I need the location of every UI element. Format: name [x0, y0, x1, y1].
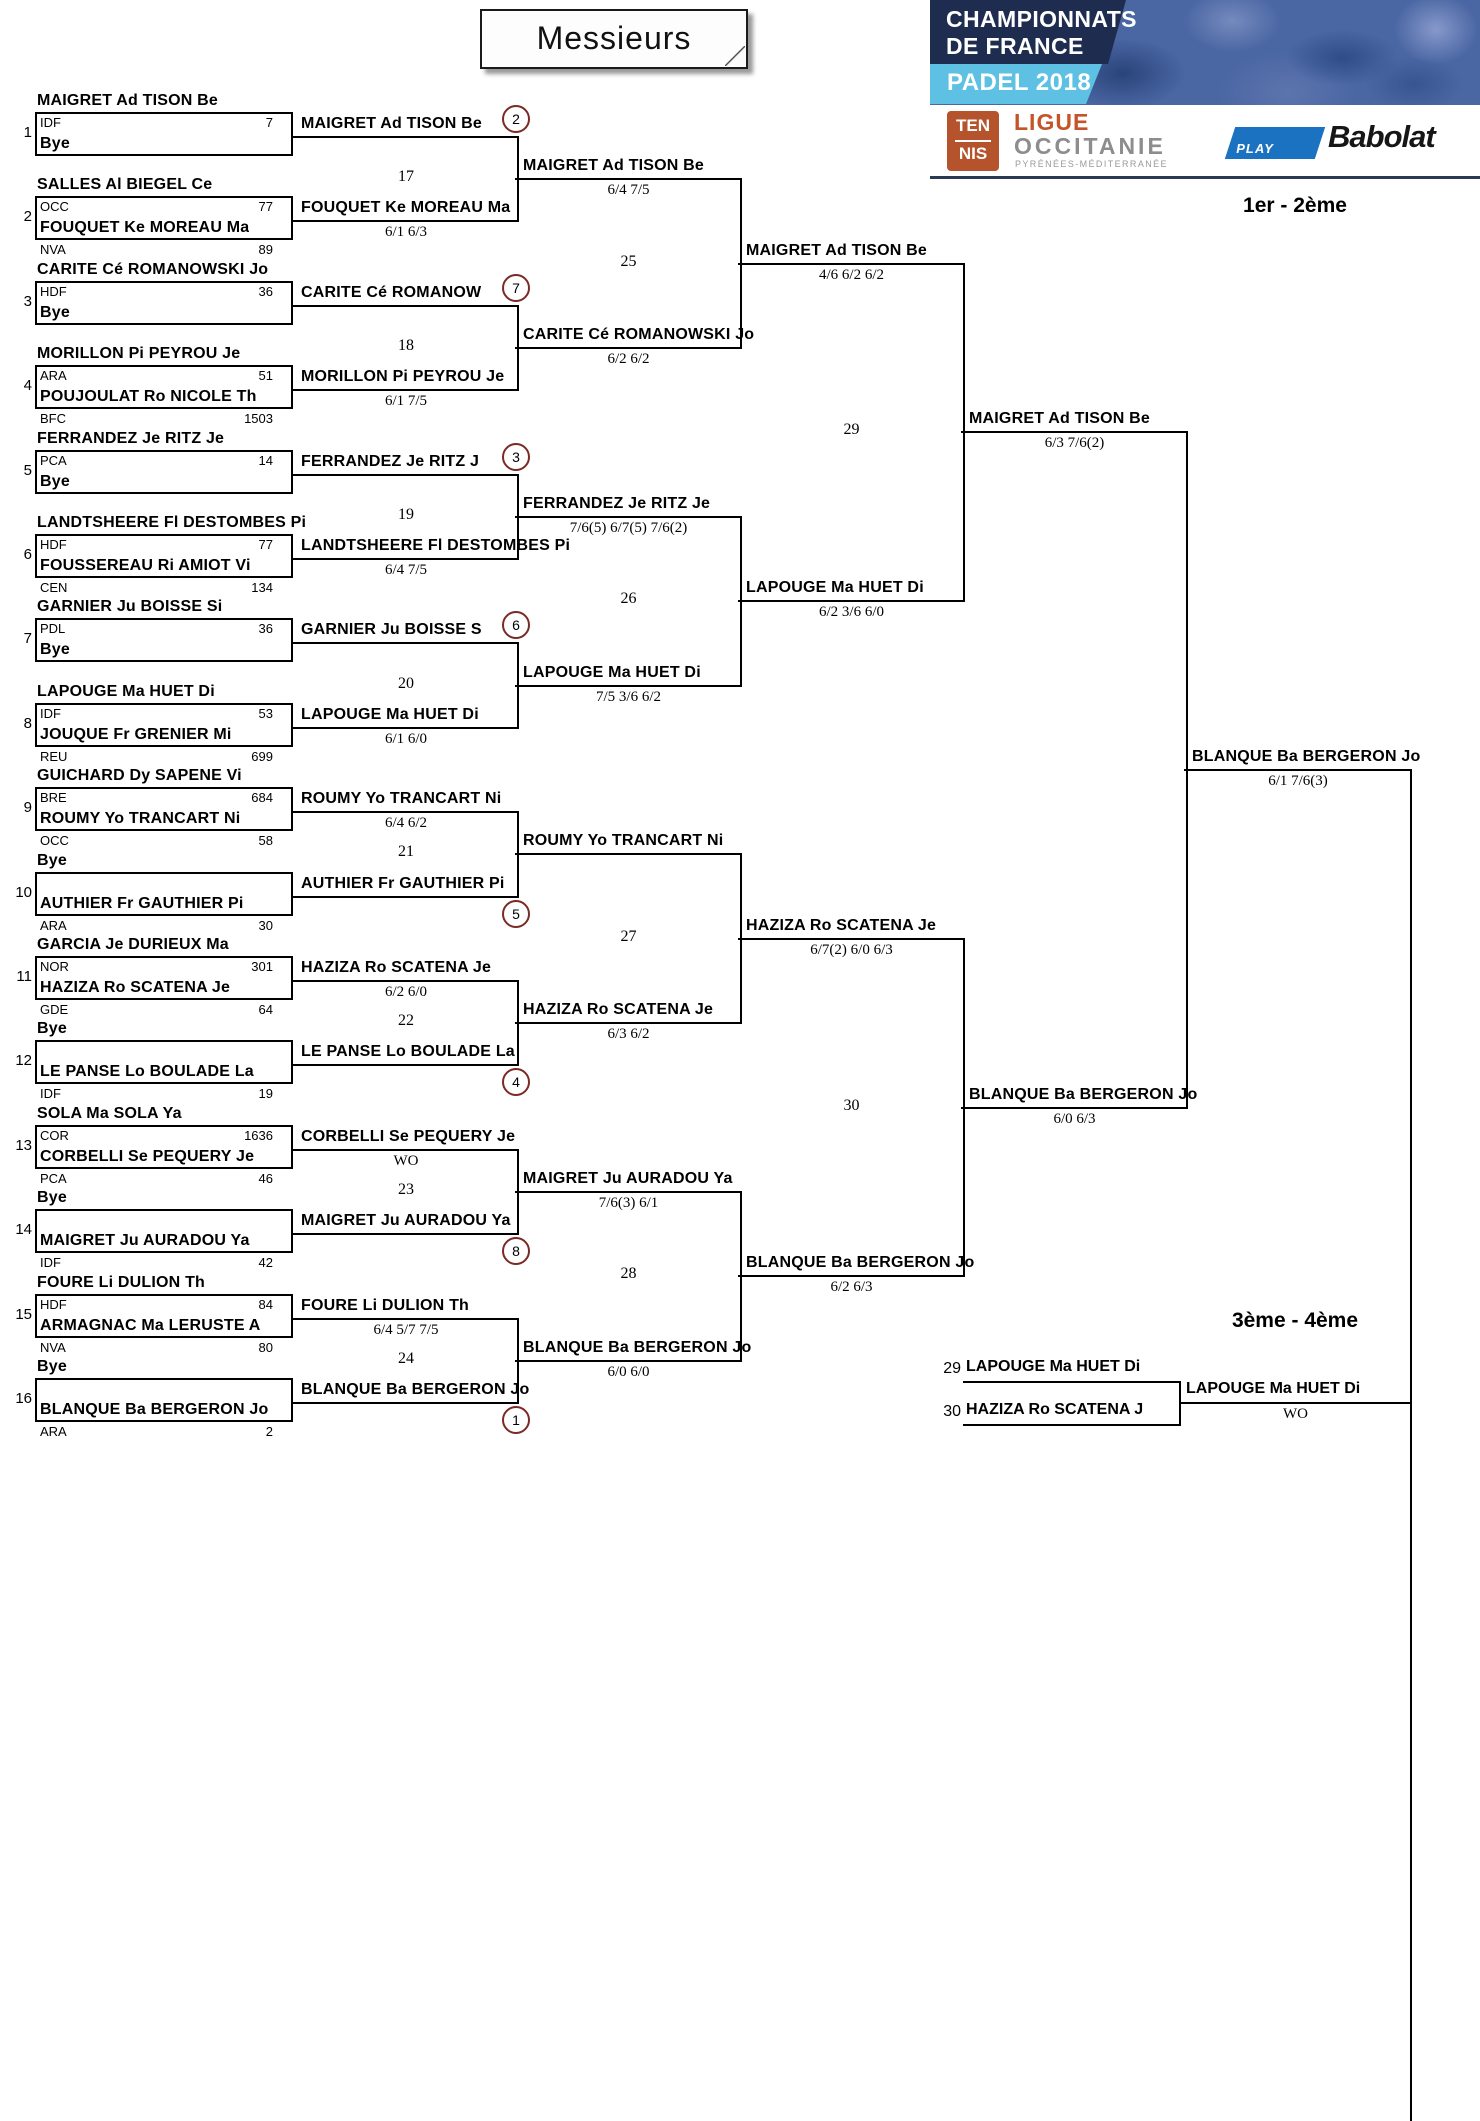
region-code: IDF: [40, 705, 61, 721]
seed-number: 9: [23, 799, 32, 817]
region2-rank: 30: [258, 917, 273, 933]
seed-circle: 3: [502, 443, 530, 471]
team-top-name: LANDTSHEERE Fl DESTOMBES Pi: [37, 514, 307, 531]
match-number: 27: [620, 927, 637, 945]
seed-number: 2: [23, 208, 32, 226]
bracket-line: [293, 1064, 519, 1066]
team-top-name: GARNIER Ju BOISSE Si: [37, 598, 223, 616]
bracket-line: [293, 642, 519, 644]
region-rank: 84: [258, 1296, 273, 1312]
team-box: [35, 112, 293, 156]
bracket-line: [515, 347, 742, 349]
section-label-1er-2eme: 1er - 2ème: [1243, 194, 1347, 217]
region2-code: NVA: [40, 1339, 66, 1355]
match-number: 24: [398, 1349, 414, 1367]
match-number: 28: [620, 1265, 637, 1283]
winner-name: AUTHIER Fr GAUTHIER Pi: [301, 874, 505, 892]
match-score: 6/3 6/2: [607, 1026, 650, 1043]
team-bottom-name: BLANQUE Ba BERGERON Jo: [40, 1401, 269, 1418]
team-box: [35, 956, 293, 1000]
region-rank: 36: [258, 621, 273, 637]
playoff-winner-name: LAPOUGE Ma HUET Di: [1186, 1380, 1361, 1397]
match-score: 6/1 7/5: [384, 393, 428, 410]
winner-name: ROUMY Yo TRANCART Ni: [523, 832, 724, 850]
team-bottom-name: ARMAGNAC Ma LERUSTE A: [40, 1316, 261, 1334]
banner-padel-2018: PADEL 2018: [947, 69, 1092, 96]
region2-code: OCC: [40, 833, 69, 849]
seed-number: 10: [15, 883, 32, 901]
seed-number: 4: [23, 377, 32, 395]
match-score: 6/2 3/6 6/0: [818, 604, 884, 621]
match-score: 6/2 6/2: [607, 351, 650, 367]
team-box: [35, 618, 293, 662]
babolat-play-label: PLAY: [1236, 141, 1274, 156]
region2-rank: 80: [258, 1339, 273, 1355]
team-bottom-name: FOUSSEREAU Ri AMIOT Vi: [40, 557, 251, 574]
bracket-line: [515, 1360, 742, 1362]
playoff-match-number: 29: [943, 1360, 961, 1377]
winner-name: BLANQUE Ba BERGERON Jo: [301, 1381, 530, 1398]
team-box: [35, 787, 293, 831]
winner-name: CARITE Cé ROMANOWSKI Jo: [523, 326, 755, 343]
match-score: 6/4 5/7 7/5: [373, 1321, 439, 1338]
team-box: [35, 281, 293, 325]
bracket-line: [293, 896, 519, 898]
bracket-line: [1410, 769, 1412, 2121]
pyrenees-mediterranee-label: PYRÉNÉES-MÉDITERRANÉE: [1015, 159, 1168, 169]
team-top-name: MORILLON Pi PEYROU Je: [37, 345, 241, 363]
bracket-line: [293, 305, 519, 307]
region-code: OCC: [40, 199, 69, 215]
winner-name: BLANQUE Ba BERGERON Jo: [746, 1254, 975, 1272]
bracket-line: [963, 1381, 1181, 1383]
winner-name: MAIGRET Ju AURADOU Ya: [301, 1212, 511, 1230]
team-box: [35, 196, 293, 240]
bracket-line: [515, 1191, 742, 1193]
winner-name: GARNIER Ju BOISSE S: [301, 621, 482, 639]
team-top-name: Bye: [37, 1358, 67, 1375]
match-number: 17: [398, 168, 414, 186]
region-rank: 301: [251, 959, 273, 974]
match-number: 23: [398, 1181, 414, 1198]
team-bottom-name: Bye: [40, 135, 70, 152]
region-code: HDF: [40, 283, 67, 299]
region2-rank: 699: [251, 748, 273, 764]
match-number: 26: [620, 590, 637, 608]
region2-rank: 58: [258, 833, 273, 849]
match-score: 6/4 6/2: [384, 815, 428, 832]
bracket-line: [515, 685, 742, 687]
winner-name: BLANQUE Ba BERGERON Jo: [969, 1085, 1198, 1103]
seed-circle: 4: [502, 1068, 530, 1096]
winner-name: HAZIZA Ro SCATENA Je: [746, 916, 937, 934]
seed-number: 11: [16, 968, 32, 985]
winner-name: MAIGRET Ad TISON Be: [746, 241, 927, 259]
seed-circle: 5: [502, 900, 530, 928]
winner-name: MAIGRET Ad TISON Be: [969, 410, 1150, 428]
match-score: 7/6(3) 6/1: [598, 1195, 659, 1211]
region-rank: 53: [258, 705, 273, 721]
match-number: 18: [398, 337, 414, 354]
winner-name: FOURE Li DULION Th: [301, 1296, 470, 1314]
region-rank: 14: [258, 452, 273, 468]
team-box: [35, 450, 293, 494]
team-bottom-name: CORBELLI Se PEQUERY Je: [40, 1147, 255, 1165]
team-box: [35, 534, 293, 578]
match-number: 25: [620, 252, 637, 270]
team-bottom-name: Bye: [40, 641, 70, 659]
team-top-name: MAIGRET Ad TISON Be: [37, 92, 218, 109]
bracket-line: [293, 220, 519, 222]
region2-rank: 2: [265, 1424, 273, 1439]
ligue-label: LIGUE: [1014, 109, 1090, 135]
team-box: [35, 1209, 293, 1253]
match-score: 6/4 7/5: [607, 182, 650, 199]
winner-name: BLANQUE Ba BERGERON Jo: [523, 1338, 752, 1356]
region2-code: ARA: [40, 1424, 67, 1439]
match-score: 4/6 6/2 6/2: [818, 266, 884, 283]
playoff-match-number: 30: [943, 1403, 961, 1420]
bracket-line: [1184, 769, 1412, 771]
match-score: WO: [393, 1152, 419, 1169]
match-number: 20: [398, 674, 414, 692]
winner-name: LE PANSE Lo BOULADE La: [301, 1043, 515, 1061]
team-top-name: GUICHARD Dy SAPENE Vi: [37, 767, 242, 785]
seed-number: 15: [15, 1305, 32, 1323]
team-bottom-name: JOUQUE Fr GRENIER Mi: [40, 725, 232, 743]
team-bottom-name: POUJOULAT Ro NICOLE Th: [40, 388, 257, 406]
match-score: 7/6(5) 6/7(5) 7/6(2): [569, 519, 688, 536]
region2-rank: 1503: [244, 411, 273, 427]
team-top-name: CARITE Cé ROMANOWSKI Jo: [37, 260, 269, 278]
seed-circle: 2: [502, 105, 530, 133]
seed-circle: 8: [502, 1237, 530, 1265]
team-top-name: SALLES Al BIEGEL Ce: [37, 176, 213, 194]
match-number: 30: [843, 1096, 860, 1114]
team-top-name: GARCIA Je DURIEUX Ma: [37, 936, 229, 953]
winner-name: LAPOUGE Ma HUET Di: [746, 579, 924, 597]
region-rank: 7: [265, 115, 273, 130]
bracket-line: [515, 853, 742, 855]
team-box: [35, 1294, 293, 1338]
region-code: BRE: [40, 790, 67, 806]
team-bottom-name: ROUMY Yo TRANCART Ni: [40, 810, 241, 828]
region2-code: BFC: [40, 411, 66, 427]
match-number: 19: [398, 505, 414, 523]
region2-rank: 42: [258, 1255, 273, 1271]
bracket-line: [293, 1233, 519, 1235]
region-rank: 684: [251, 790, 273, 806]
seed-number: 13: [15, 1136, 32, 1154]
bracket-line: [293, 1318, 519, 1320]
team-box: [35, 1378, 293, 1422]
team-box: [35, 365, 293, 409]
bracket-line: [293, 1149, 519, 1151]
winner-name: CORBELLI Se PEQUERY Je: [301, 1127, 516, 1145]
winner-name: FOUQUET Ke MOREAU Ma: [301, 199, 511, 217]
page-title-text: Messieurs: [536, 20, 692, 56]
match-score: 6/3 7/6(2): [1044, 435, 1105, 452]
bracket-line: [293, 980, 519, 982]
team-top-name: FERRANDEZ Je RITZ Je: [37, 429, 225, 447]
team-box: [35, 1040, 293, 1084]
tennis-logo-nis: NIS: [958, 144, 988, 163]
winner-name: FERRANDEZ Je RITZ Je: [523, 494, 711, 512]
bracket-line: [293, 389, 519, 391]
region2-code: REU: [40, 748, 68, 764]
team-bottom-name: FOUQUET Ke MOREAU Ma: [40, 219, 250, 237]
bracket-line: [515, 1022, 742, 1024]
region2-code: ARA: [40, 917, 67, 933]
team-box: [35, 703, 293, 747]
bracket-line: [293, 1402, 519, 1404]
bracket-line: [293, 474, 519, 476]
match-score: 6/0 6/0: [607, 1363, 650, 1380]
region-code: HDF: [40, 1296, 67, 1312]
winner-name: MAIGRET Ad TISON Be: [523, 157, 704, 175]
winner-name: MAIGRET Ju AURADOU Ya: [523, 1170, 733, 1187]
playoff-label: 3ème - 4ème: [1231, 1309, 1359, 1332]
region2-rank: 64: [258, 1002, 273, 1017]
winner-name: FERRANDEZ Je RITZ J: [301, 452, 480, 470]
seed-circle: 6: [502, 611, 530, 639]
bracket-line: [738, 263, 965, 265]
team-top-name: LAPOUGE Ma HUET Di: [37, 682, 215, 700]
region-code: COR: [40, 1127, 69, 1143]
team-box: [35, 1125, 293, 1169]
region-code: PCA: [40, 452, 67, 468]
region2-code: PCA: [40, 1170, 67, 1186]
match-score: 6/1 6/0: [384, 730, 428, 747]
winner-name: CARITE Cé ROMANOW: [301, 283, 482, 301]
babolat-brand: Babolat: [1328, 119, 1435, 154]
region-code: NOR: [40, 959, 69, 974]
winner-name: MORILLON Pi PEYROU Je: [301, 368, 505, 386]
team-bottom-name: MAIGRET Ju AURADOU Ya: [40, 1232, 250, 1250]
team-bottom-name: HAZIZA Ro SCATENA Je: [40, 979, 231, 996]
match-score: 6/1 7/6(3): [1268, 773, 1328, 789]
region2-code: IDF: [40, 1086, 61, 1102]
team-top-name: FOURE Li DULION Th: [37, 1273, 206, 1291]
bracket-line: [1179, 1402, 1412, 1404]
region2-code: CEN: [40, 580, 68, 595]
match-score: 6/2 6/0: [384, 984, 428, 1000]
seed-number: 16: [15, 1390, 32, 1407]
team-bottom-name: LE PANSE Lo BOULADE La: [40, 1063, 254, 1081]
seed-number: 12: [15, 1052, 32, 1070]
match-score: 6/0 6/3: [1053, 1110, 1096, 1127]
region2-rank: 19: [258, 1086, 273, 1102]
winner-name: LANDTSHEERE Fl DESTOMBES Pi: [301, 537, 571, 554]
seed-number: 7: [23, 630, 32, 648]
bracket-line: [515, 178, 742, 180]
team-bottom-name: Bye: [40, 303, 70, 321]
playoff-winner-score: WO: [1283, 1406, 1308, 1422]
region-code: IDF: [40, 115, 61, 130]
winner-name: ROUMY Yo TRANCART Ni: [301, 790, 502, 808]
bracket-line: [293, 558, 519, 560]
match-score: 7/5 3/6 6/2: [595, 688, 661, 705]
match-score: 6/1 6/3: [384, 224, 428, 241]
region2-rank: 134: [251, 580, 273, 595]
bracket-line: [738, 938, 965, 940]
region-rank: 77: [258, 199, 273, 215]
team-bottom-name: AUTHIER Fr GAUTHIER Pi: [40, 894, 244, 912]
bracket-line: [293, 811, 519, 813]
winner-name: MAIGRET Ad TISON Be: [301, 115, 482, 132]
team-box: [35, 872, 293, 916]
bracket-line: [738, 1275, 965, 1277]
team-top-name: Bye: [37, 851, 67, 869]
seed-number: 14: [15, 1221, 32, 1239]
team-top-name: Bye: [37, 1189, 67, 1207]
region2-rank: 89: [258, 242, 273, 258]
bracket-line: [515, 516, 742, 518]
playoff-team-name: LAPOUGE Ma HUET Di: [966, 1358, 1141, 1375]
match-score: 6/4 7/5: [384, 562, 428, 578]
seed-number: 5: [23, 461, 32, 479]
winner-name: LAPOUGE Ma HUET Di: [523, 663, 701, 681]
team-top-name: Bye: [37, 1020, 67, 1038]
seed-number: 6: [23, 546, 32, 563]
region-code: ARA: [40, 368, 67, 384]
region-rank: 1636: [244, 1127, 273, 1143]
region2-code: GDE: [40, 1002, 69, 1017]
banner-championnats: CHAMPIONNATS: [946, 6, 1137, 32]
playoff-team-name: HAZIZA Ro SCATENA J: [966, 1401, 1144, 1418]
region-rank: 51: [258, 368, 273, 384]
region-code: HDF: [40, 537, 67, 552]
match-score: 6/2 6/3: [830, 1279, 873, 1296]
region2-rank: 46: [258, 1170, 273, 1186]
tennis-logo-ten: TEN: [956, 116, 990, 135]
seed-number: 3: [23, 292, 32, 310]
bracket-line: [738, 600, 965, 602]
bracket-line: [961, 1107, 1188, 1109]
match-number: 22: [398, 1012, 414, 1030]
seed-circle: 7: [502, 274, 530, 302]
bracket-line: [293, 727, 519, 729]
seed-number: 8: [23, 714, 32, 732]
team-bottom-name: Bye: [40, 472, 70, 490]
region2-code: NVA: [40, 242, 66, 258]
banner-de-france: DE FRANCE: [946, 33, 1084, 59]
match-number: 21: [398, 843, 414, 861]
bracket-line: [963, 1424, 1181, 1426]
seed-number: 1: [23, 124, 32, 141]
region2-code: IDF: [40, 1255, 61, 1271]
team-top-name: SOLA Ma SOLA Ya: [37, 1104, 182, 1122]
bracket-line: [293, 136, 519, 138]
match-number: 29: [843, 421, 860, 439]
occitanie-label: OCCITANIE: [1014, 133, 1166, 159]
bracket-line: [961, 431, 1188, 433]
match-score: 6/7(2) 6/0 6/3: [810, 941, 893, 958]
winner-name: HAZIZA Ro SCATENA Je: [523, 1001, 714, 1019]
region-rank: 36: [258, 283, 273, 299]
region-code: PDL: [40, 621, 66, 637]
region-rank: 77: [258, 537, 273, 552]
seed-circle: 1: [502, 1406, 530, 1434]
winner-name: LAPOUGE Ma HUET Di: [301, 705, 479, 723]
winner-name: HAZIZA Ro SCATENA Je: [301, 959, 492, 976]
winner-name: BLANQUE Ba BERGERON Jo: [1192, 748, 1421, 765]
